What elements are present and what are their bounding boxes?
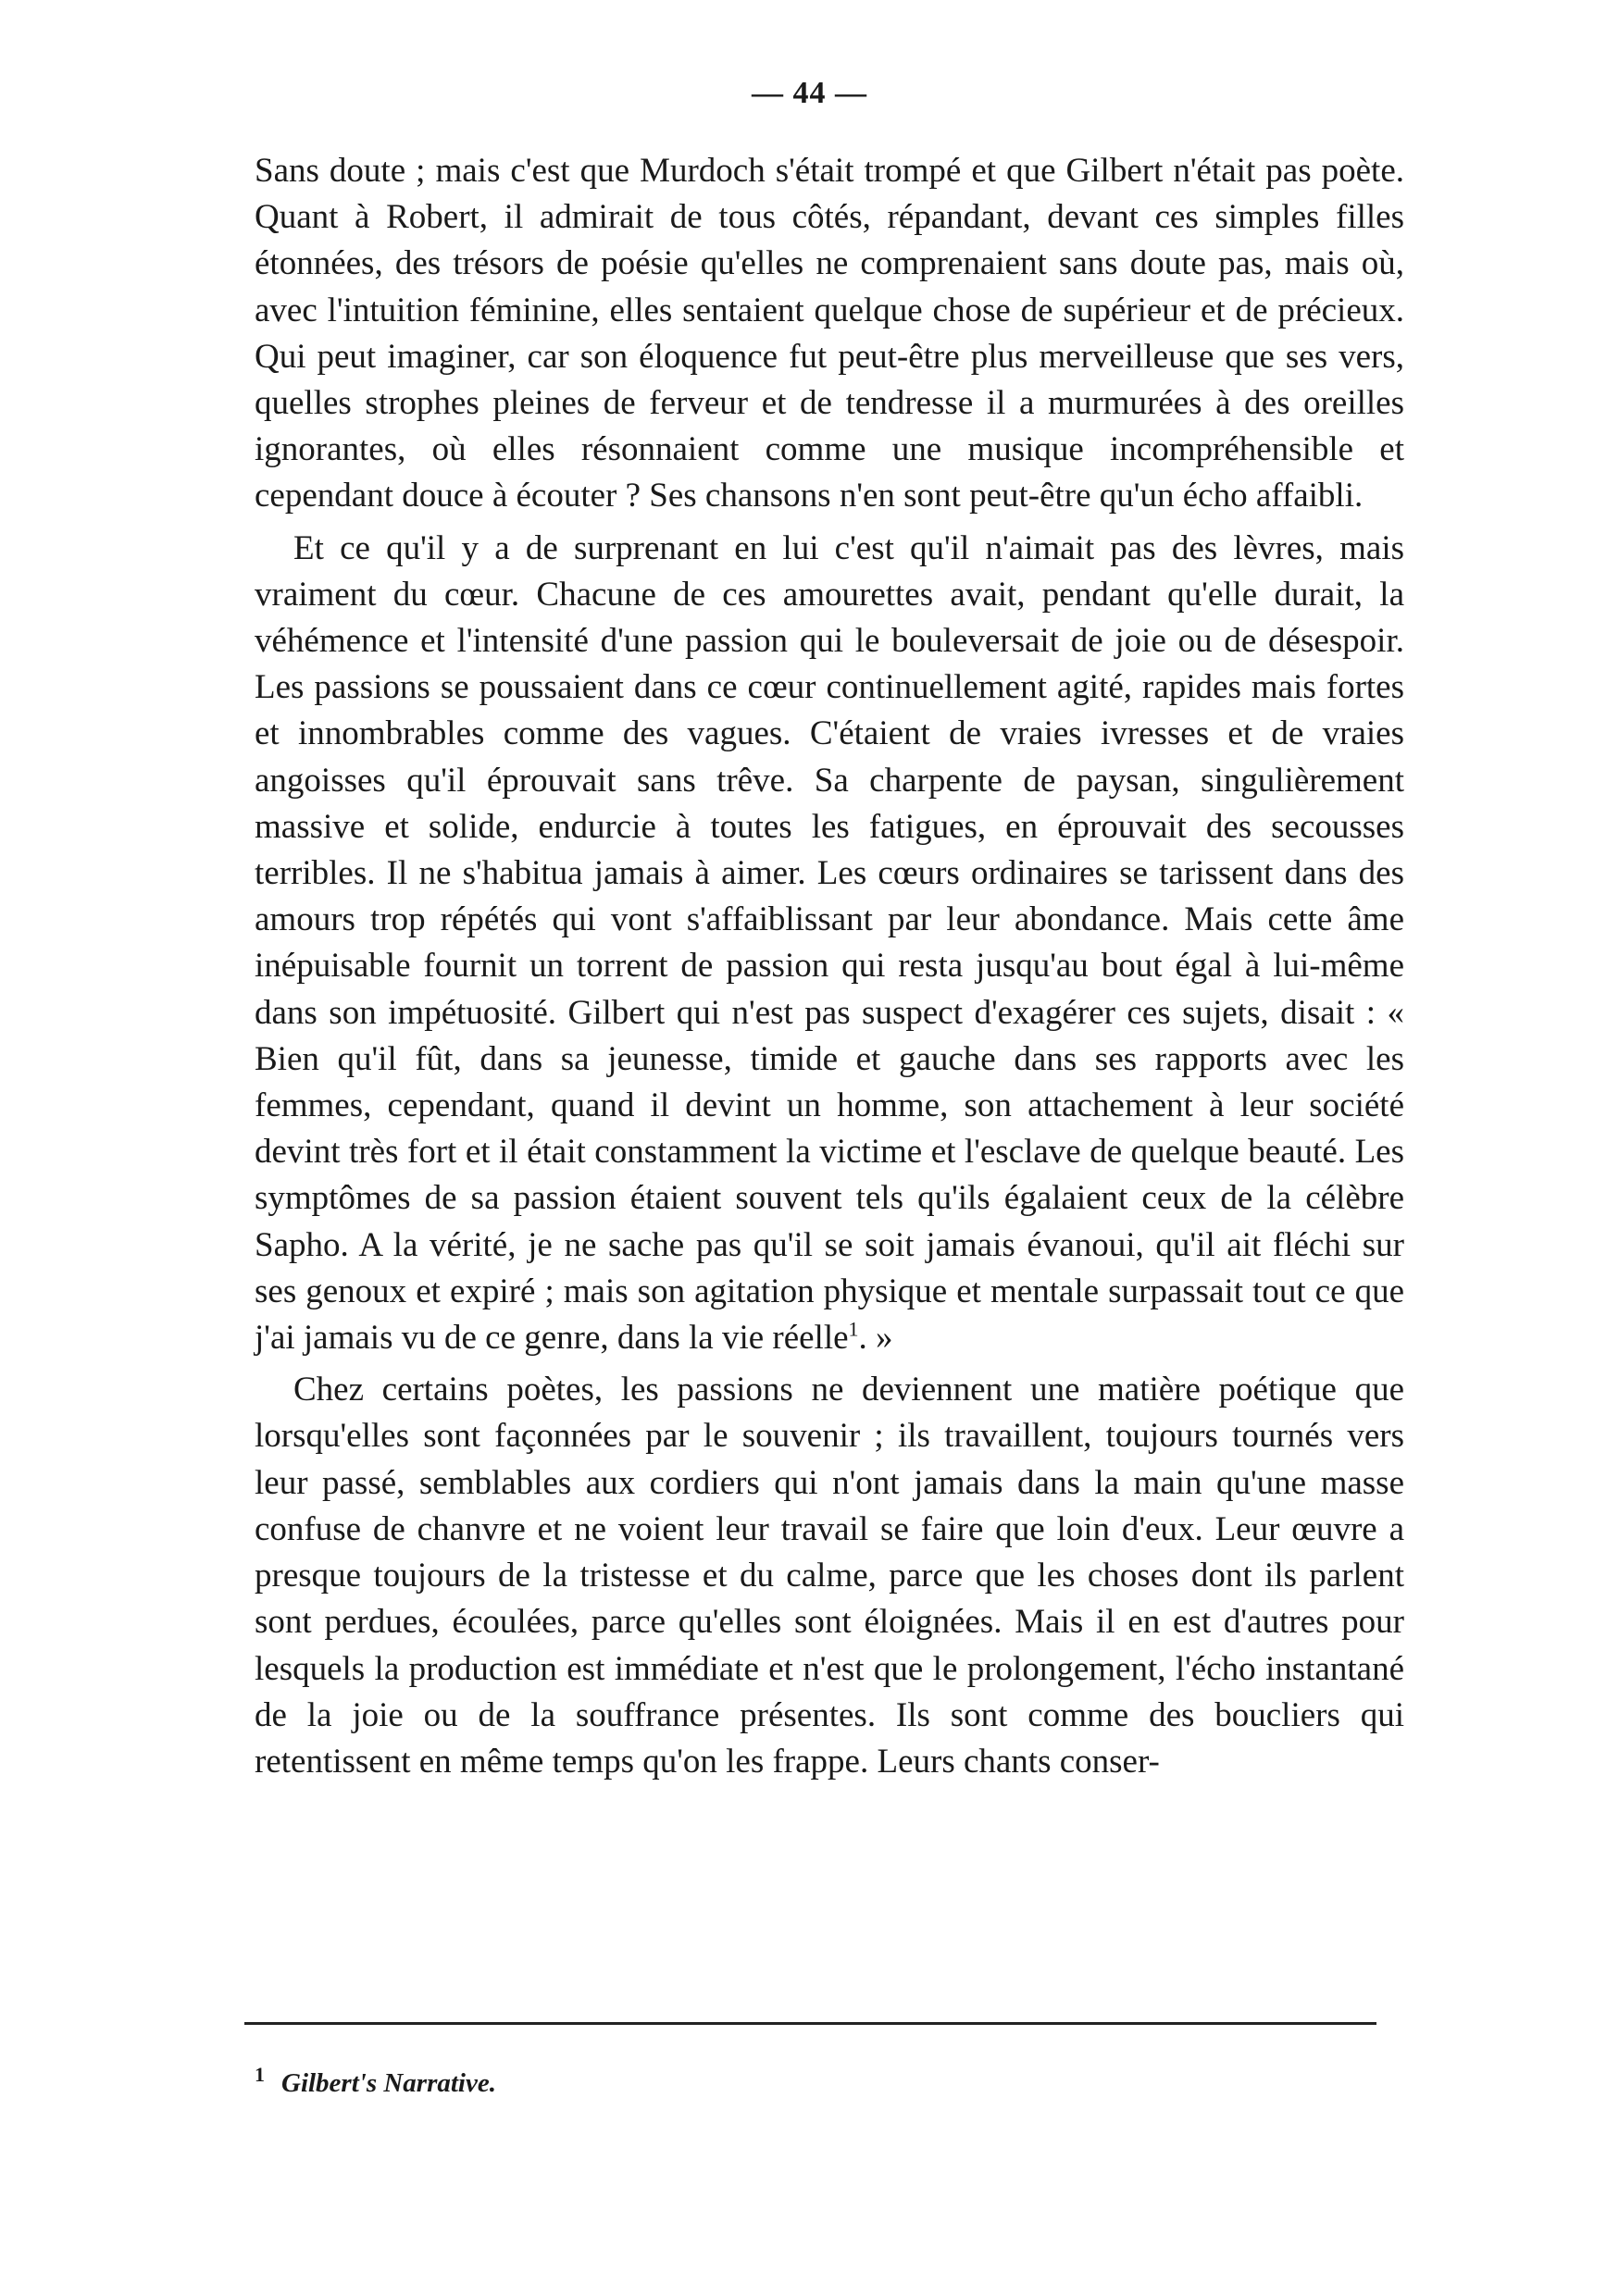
footnote-reference[interactable]: 1 [848, 1317, 859, 1341]
page-number: — 44 — [752, 76, 867, 110]
footnote-divider [244, 2022, 1376, 2025]
footnote-text: Gilbert's Narrative. [281, 2068, 496, 2098]
paragraph-1: Sans doute ; mais c'est que Murdoch s'était trompé et que Gilbert n'était pas poète. Quant à Robert, il admirait de tous côtés, répandant, devant ces simples filles étonnées, des trésors de poésie qu'elles ne comprenaient sans doute pas, mais où, avec l'intuition féminine, elles sentaient quelque chose de supérieur et de précieux. Qui peut imaginer, car son éloquence fut peut-être plus merveilleuse que ses vers, quelles strophes pleines de ferveur et de tendresse il a murmurées à des oreilles ignorantes, où elles résonnaient comme une musique incompréhensible et cependant douce à écouter ? Ses chansons n'en sont peut-être qu'un écho affaibli. [255, 152, 1404, 515]
paragraph-2 [255, 526, 1404, 1362]
footnote [255, 2063, 496, 2099]
paragraph-3: Chez certains poètes, les passions ne deviennent une matière poétique que lorsqu'elles sont façonnées par le souvenir ; ils travaillent, toujours tournés vers leur passé, semblables aux cordiers qui n'ont jamais dans la main qu'une masse confuse de chanvre et ne voient leur travail se faire que loin d'eux. Leur œuvre a presque toujours de la tristesse et du calme, parce que les choses dont ils parlent sont perdues, écoulées, parce qu'elles sont éloignées. Mais il en est d'autres pour lesquels la production est immédiate et n'est que le prolongement, l'écho instantané de la joie ou de la souffrance présentes. Ils sont comme des boucliers qui retentissent en même temps qu'on les frappe. Leurs chants conser- [255, 1371, 1404, 1781]
paragraph-2-closing: . » [858, 1319, 893, 1358]
paragraph-2-text: Et ce qu'il y a de surprenant en lui c'est qu'il n'aimait pas des lèvres, mais vraiment du cœur. Chacune de ces amourettes avait, pendant qu'elle durait, la véhémence et l'intensité d'une passion qui le bouleversait de joie ou de désespoir. Les passions se poussaient dans ce cœur continuellement agité, rapides mais fortes et innombrables comme des vagues. C'étaient de vraies ivresses et de vraies angoisses qu'il éprouvait sans trêve. Sa charpente de paysan, singulièrement massive et solide, endurcie à toutes les fatigues, en éprouvait des secousses terribles. Il ne s'habitua jamais à aimer. Les cœurs ordinaires se tarissent dans des amours trop répétés qui vont s'affaiblissant par leur abondance. Mais cette âme inépuisable fournit un torrent de passion qui resta jusqu'au bout égal à lui-même dans son impétuosité. Gilbert qui n'est pas suspect d'exagérer ces sujets, disait : « Bien qu'il fût, dans sa jeunesse, timide et gauche dans ses rapports avec les femmes, cependant, quand il devint un homme, son attachement à leur société devint très fort et il était constamment la victime et l'esclave de quelque beauté. Les symptômes de sa passion étaient souvent tels qu'ils égalaient ceux de la célèbre Sapho. A la vérité, je ne sache pas qu'il se soit jamais évanoui, qu'il ait fléchi sur ses genoux et expiré ; mais son agitation physique et mentale surpassait tout ce que j'ai jamais vu de ce genre, dans la vie réelle [255, 528, 1404, 1358]
body-text [255, 148, 1404, 1785]
footnote-marker: 1 [255, 2063, 265, 2087]
